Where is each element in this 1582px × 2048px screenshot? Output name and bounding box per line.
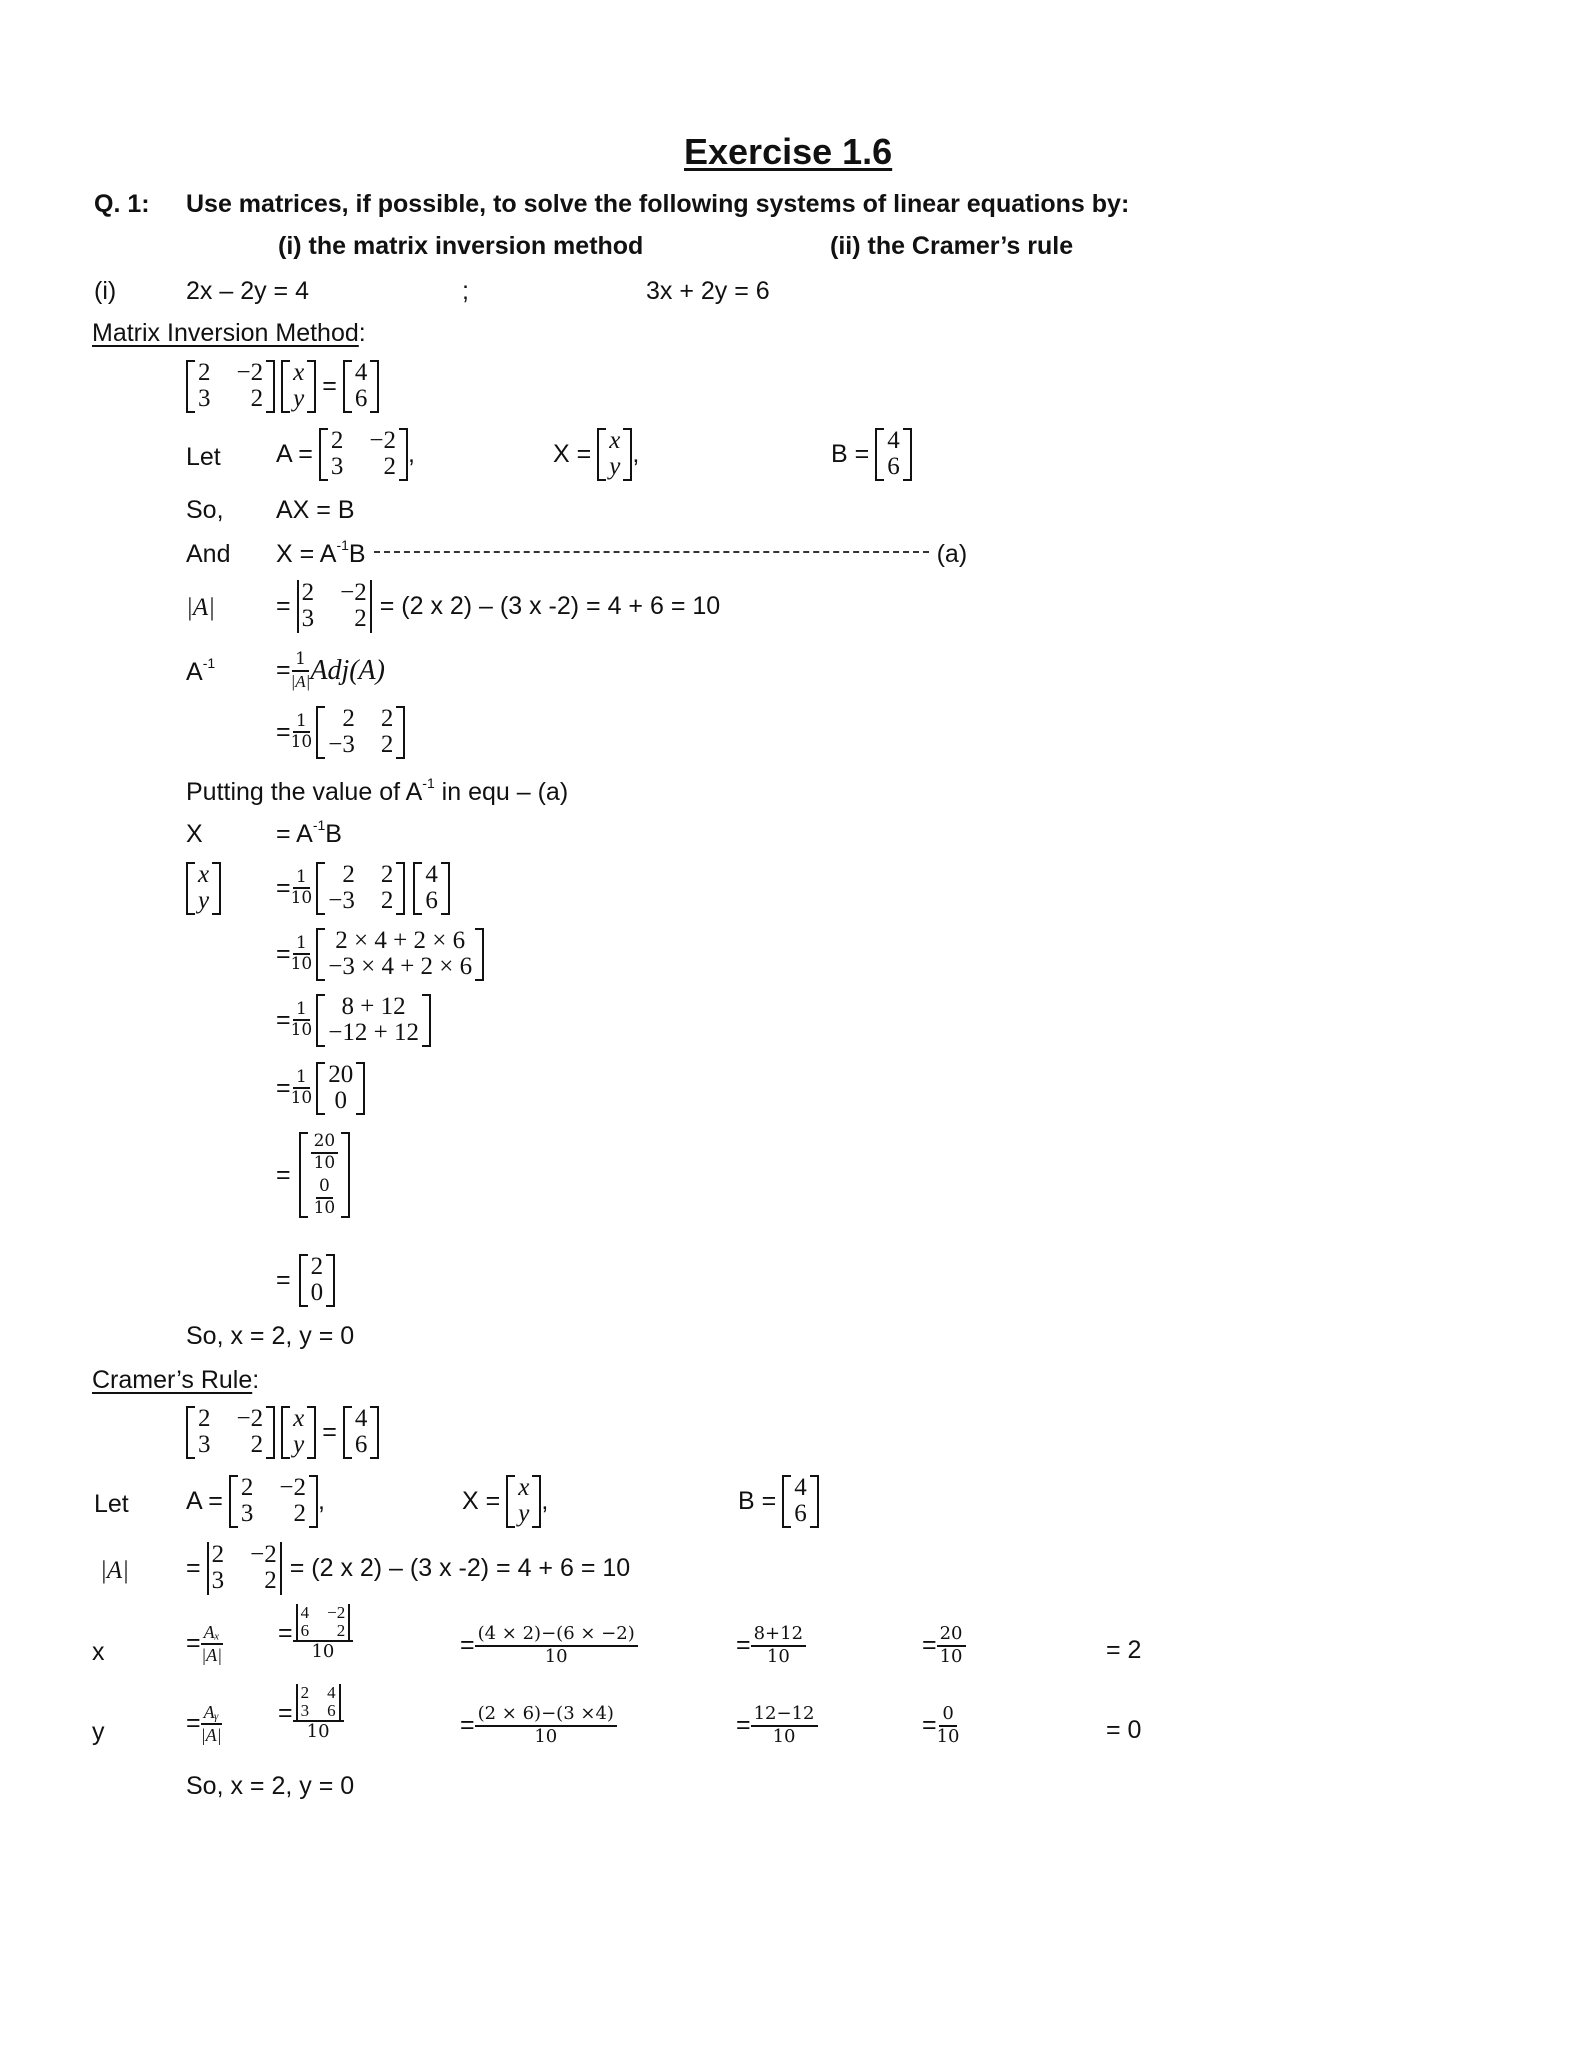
cramer-x-label: x [92,1638,105,1666]
cramer-y-step-2: = 2 4 3 6 10 [278,1684,344,1742]
equals-sign: = [322,371,337,400]
cramer-determinant-calculation: = 2 −2 3 2 = (2 x 2) – (3 x -2) = 4 + 6 = 10 [186,1541,631,1595]
definition-b: B = 4 6 [831,428,912,481]
fraction: 2 4 3 6 10 [293,1684,344,1742]
adjoint-matrix: 2 2 −3 2 [316,862,405,915]
matrix-x: x y [597,428,632,481]
definition-x: X = x y , [553,427,640,481]
result-matrix: 20 0 [316,1062,365,1115]
fraction: $\frac{1}{10}$ [290,932,313,975]
inverse-formula: = $\frac{1}{|A|}$ Adj(A) [276,649,385,691]
cramer-determinant-label: |A| [100,1557,130,1584]
fraction: $\frac{8+12}{10}$ [751,1624,806,1667]
step-6: = 2 0 [276,1254,335,1307]
matrix-b: 4 6 [413,862,450,915]
heading-colon: : [252,1366,260,1394]
fraction: $\frac{1}{10}$ [290,866,313,909]
step-5: = $\frac{20}{10}$ $\frac{0}{10}$ [276,1132,350,1218]
matrix-a: 2 −2 3 2 [229,1475,318,1528]
dotted-leader [374,551,929,553]
matrix-b: 4 6 [875,428,912,481]
equation-2: 3x + 2y = 6 [646,277,770,305]
cramer-x-step-1: = $\frac{\text{Aₓ}}{|A|}$ [186,1622,223,1665]
fraction: $\frac{(2 \times 6)-(3 \times 4)}{10}$ [475,1704,617,1747]
determinant-ax: 4 −2 6 2 [296,1604,351,1640]
cramer-let-label: Let [94,1490,129,1518]
heading-text: Matrix Inversion Method [92,319,359,347]
sum-matrix: 8 + 12 −12 + 12 [316,994,431,1047]
x-label: X [186,820,203,848]
determinant-matrix: 2 −2 3 2 [297,580,372,633]
ax-equals-b: AX = B [276,496,355,524]
matrix-system-equation [186,360,379,413]
equation-separator: ; [462,277,469,305]
fraction: $\frac{20}{10}$ [311,1132,339,1173]
cramer-y-step-1: = $\frac{\text{Aᵧ}}{|A|}$ [186,1702,222,1745]
cramer-x-result: = 2 [1106,1636,1142,1664]
method-ii-text: (ii) the Cramer’s rule [830,232,1074,260]
question-label: Q. 1: [94,190,150,218]
let-label: Let [186,443,221,471]
cramer-definition-b: B = 4 6 [738,1475,819,1528]
determinant-calculation: = 2 −2 3 2 = (2 x 2) – (3 x -2) = 4 + 6 = 10 [276,579,721,633]
fraction: $\frac{1}{10}$ [290,710,313,753]
fraction: 4 −2 6 2 10 [293,1604,354,1662]
part-label: (i) [94,277,117,305]
cramer-y-label: y [92,1718,105,1746]
and-label: And [186,540,231,568]
fraction: $\frac{1}{10}$ [290,998,313,1041]
cramer-y-step-5: = $\frac{0}{10}$ [922,1703,960,1747]
cramer-definition-x: X = x y , [462,1474,549,1528]
determinant-matrix: 2 −2 3 2 [207,1542,282,1595]
matrix-b: 4 6 [343,360,380,413]
inverse-label: $A^{-1}$ [186,655,216,686]
definition-a: A = 2 −2 3 2 , [276,427,415,481]
determinant-label: |A| [186,594,216,621]
fraction: $\frac{20}{10}$ [937,1624,966,1667]
heading-text: Cramer’s Rule [92,1366,253,1394]
so-label: So, [186,496,224,524]
fraction: $\frac{0}{10}$ [936,1703,960,1747]
xy-vector [186,862,221,915]
fraction: $\frac{\text{Aₓ}}{|A|}$ [201,1622,223,1665]
fraction: $\frac{1}{10}$ [290,1066,313,1109]
matrix-a: 2 −2 3 2 [319,428,408,481]
heading-colon: : [358,319,366,347]
cramer-system-equation: 2 −2 3 2 x y = 4 6 [186,1406,379,1459]
fraction: $\frac{1}{|A|}$ [290,649,311,691]
putting-value-text: Putting the value of $A^{-1}$ in equ – (a) [186,775,569,806]
cramer-x-step-4: = $\frac{8+12}{10}$ [736,1624,806,1667]
matrix-x: x y [281,360,316,413]
conclusion-cramer: So, x = 2, y = 0 [186,1772,355,1800]
step-1: = $\frac{1}{10}$ 2 2 −3 2 4 6 [276,862,450,915]
cramer-y-step-3: = $\frac{(2 \times 6)-(3 \times 4)}{10}$ [460,1704,617,1747]
conclusion-matrix-inversion: So, x = 2, y = 0 [186,1322,355,1350]
equation-1: 2x – 2y = 4 [186,277,309,305]
section-heading-cramer [92,1368,259,1393]
fraction: $\frac{\text{Aᵧ}}{|A|}$ [200,1702,222,1745]
step-4: = $\frac{1}{10}$ 20 0 [276,1062,365,1115]
matrix-a: 2 −2 3 2 [186,1406,275,1459]
step-3: = $\frac{1}{10}$ 8 + 12 −12 + 12 [276,994,431,1047]
fraction: $\frac{12-12}{10}$ [751,1704,818,1747]
equation-reference: (a) [936,540,968,568]
fraction: $\frac{0}{10}$ [313,1176,336,1218]
adjoint-matrix: 2 2 −3 2 [316,706,405,759]
cramer-x-step-2: = 4 −2 6 2 10 [278,1604,353,1662]
x-equals-ainv-b: = $A^{-1}B$ [276,817,342,848]
matrix-a: 2 −2 3 2 [186,360,275,413]
fraction-matrix [299,1132,351,1218]
matrix-b: 4 6 [343,1406,380,1459]
cramer-y-step-4: = $\frac{12-12}{10}$ [736,1704,818,1747]
cramer-x-step-5: = $\frac{20}{10}$ [922,1624,966,1667]
equation-a: $X = A^{-1}B$ (a) [276,537,968,568]
section-heading-matrix-inversion [92,321,366,346]
determinant-ay: 2 4 3 6 [296,1684,341,1720]
matrix-x: x y [281,1406,316,1459]
cramer-definition-a: A = 2 −2 3 2 , [186,1474,325,1528]
page-title: Exercise 1.6 [684,131,893,172]
product-matrix: 2 × 4 + 2 × 6 −3 × 4 + 2 × 6 [316,928,484,981]
question-text: Use matrices, if possible, to solve the following systems of linear equations by: [186,190,1130,218]
cramer-y-result: = 0 [1106,1716,1142,1744]
matrix-x: x y [186,862,221,915]
matrix-b: 4 6 [782,1475,819,1528]
cramer-x-step-3: = $\frac{(4 \times 2)-(6 \times -2)}{10}$ [460,1624,638,1667]
matrix-x: x y [506,1475,541,1528]
inverse-matrix: = $\frac{1}{10}$ 2 2 −3 2 [276,706,405,759]
fraction: $\frac{(4 \times 2)-(6 \times -2)}{10}$ [475,1624,638,1667]
method-i-text: (i) the matrix inversion method [278,232,644,260]
step-2: = $\frac{1}{10}$ 2 × 4 + 2 × 6 −3 × 4 + 2 × 6 [276,928,484,981]
solution-matrix: 2 0 [299,1254,336,1307]
